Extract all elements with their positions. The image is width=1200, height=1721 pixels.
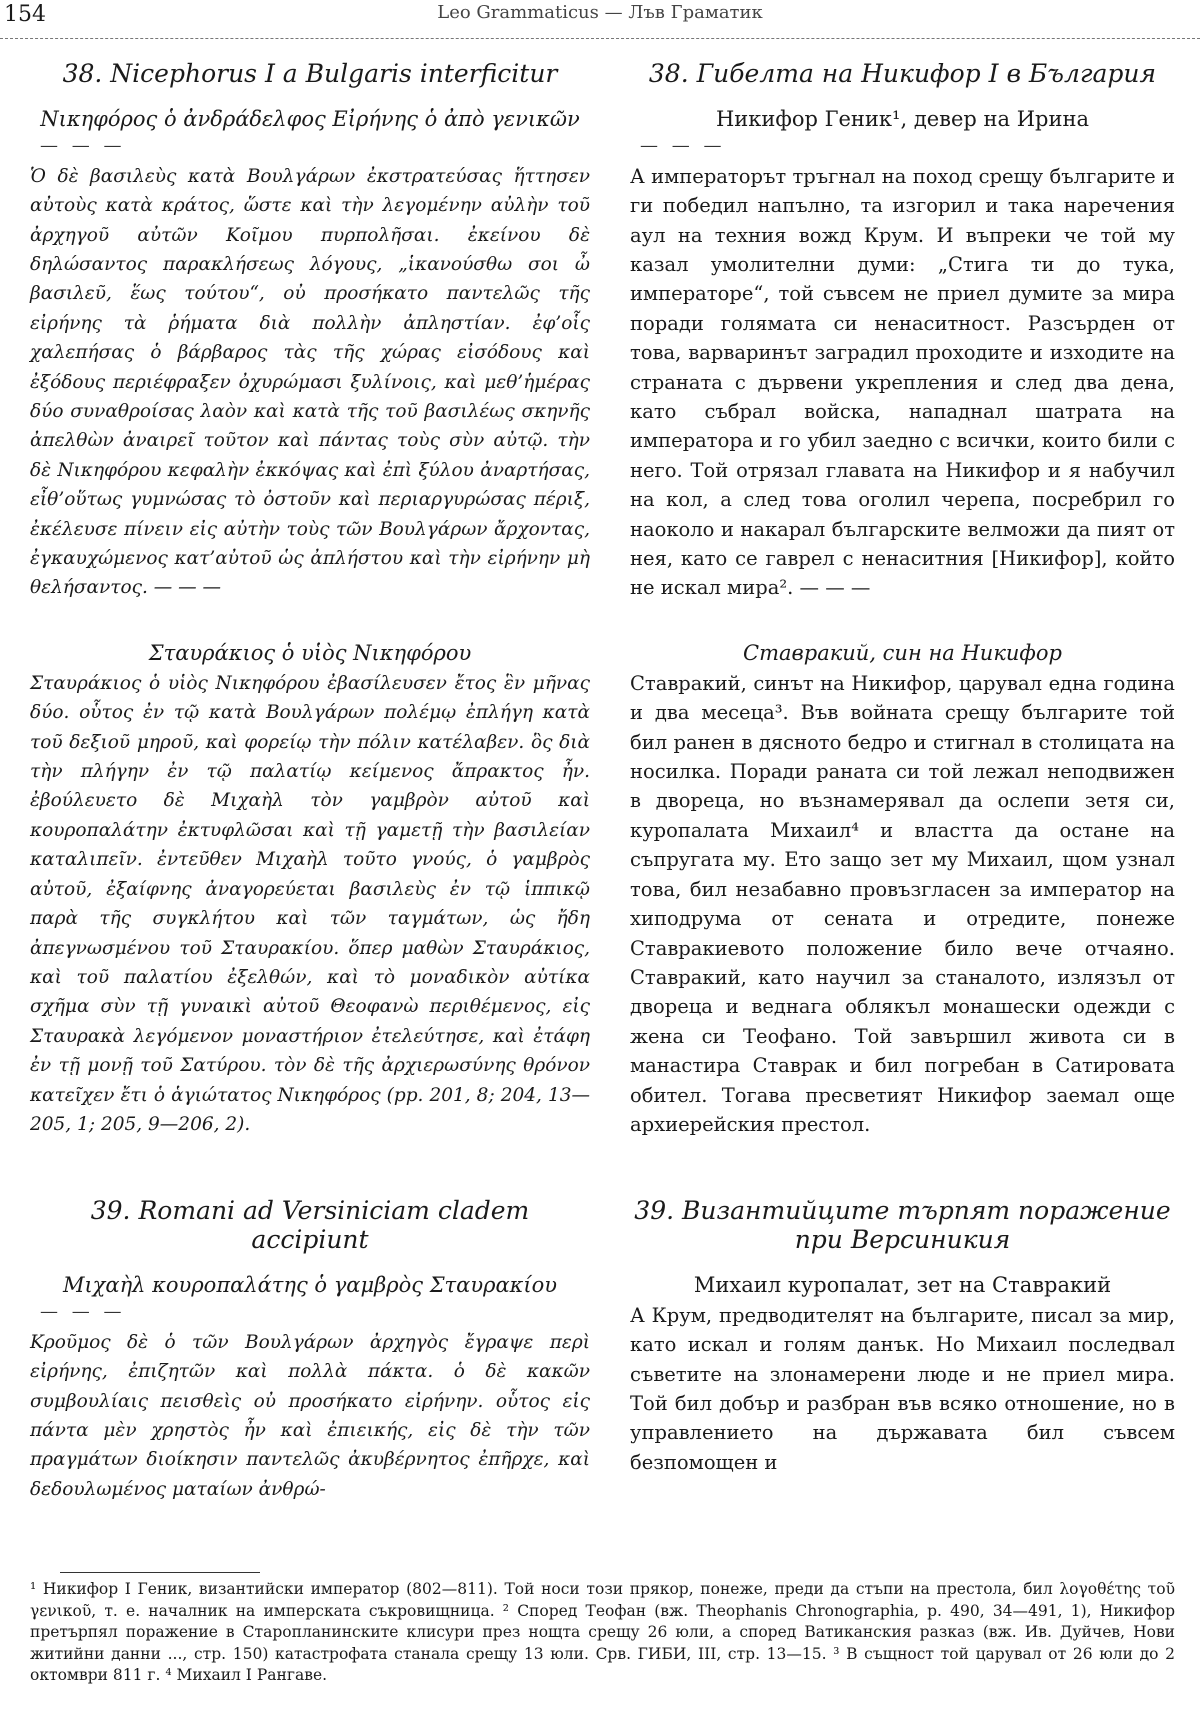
- section-39-subtitle-bulgarian: Михаил куропалат, зет на Ставракий: [693, 1272, 1112, 1297]
- section-38-title-bulgarian: 38. Гибелта на Никифор I в България: [648, 59, 1157, 88]
- running-title: Leo Grammaticus — Лъв Граматик: [437, 2, 763, 23]
- section-39-bulgarian-text: А Крум, предводителят на българите, писал за мир, като искал и голям данък. Но Михаил последвал съветите на злонамерени люде и не приел мира. Той бил добър и разбран във всяко отношение, но в управлението на държавата бил съвсем безпомощен и: [630, 1303, 1175, 1474]
- stavrakios-subtitle-bulgarian: Ставракий, син на Никифор: [743, 640, 1062, 665]
- section-39-subtitle-greek: Μιχαὴλ κουροπαλάτης ὁ γαμβρὸς Σταυρακίου: [62, 1272, 558, 1297]
- separator-dashes: — — —: [640, 134, 726, 156]
- stavrakios-bulgarian-text: Ставракий, синът на Никифор, царувал една година и два месеца³. Във войната срещу българите той бил ранен в дясното бедро и стигнал в столицата на носилка. Поради раната си той лежал неподвижен в двореца, но възнамерявал да ослепи зетя си, куропалата Михаил⁴ и властта да остане на съпругата му. Ето защо зет му Михаил, щом узнал това, бил незабавно провъзгласен за император на хиподрума от сената и отредите, понеже Ставракиевото положение било вече отчаяно. Ставракий, като научил за станалото, излязъл от двореца и веднага облякъл монашески одежди с жена си Теофано. Той завършил живота си в манастира Ставрак и бил погребан в Сатировата обител. Тогава пресветият Никифор заемал още архиерейския престол.: [630, 671, 1175, 1136]
- footnote-rule: [60, 1572, 260, 1573]
- section-39-title-bulgarian: 39. Византийците търпят поражение при Версиникия: [634, 1196, 1171, 1255]
- section-38-subtitle-greek: Νικηφόρος ὁ ἀνδράδελφος Εἰρήνης ὁ ἀπὸ γενικῶν: [40, 106, 580, 131]
- section-39-greek-text: Κροῦμος δὲ ὁ τῶν Βουλγάρων ἀρχηγὸς ἔγραψε περὶ εἰρήνης, ἐπιζητῶν καὶ πολλὰ πάκτα. ὁ δὲ κακῶν συμβουλίαις πεισθεὶς οὐ προσήκατο εἰρήνην. οὗτος εἰς πάντα μὲν χρηστὸς ἦν καὶ ἐπιεικής, εἰς δὲ τὴν τῶν πραγμάτων διοίκησιν παντελῶς ἀκυβέρνητος ἐπῆρχε, καὶ δεδουλωμένος ματαίων ἀνθρώ-: [30, 1331, 590, 1500]
- separator-dashes: — — —: [40, 1300, 126, 1322]
- stavrakios-subtitle-greek: Σταυράκιος ὁ υἱὸς Νικηφόρου: [148, 640, 472, 665]
- greek-column: [30, 50, 590, 1522]
- section-38-subtitle-bulgarian: Никифор Геник¹, девер на Ирина: [715, 106, 1090, 131]
- bulgarian-column: [630, 50, 1175, 1495]
- stavrakios-greek-text: Σταυράκιος ὁ υἱὸς Νικηφόρου ἐβασίλευσεν ἔτος ἓν μῆνας δύο. οὗτος ἐν τῷ κατὰ Βουλγάρων πολέμῳ ἐπλήγη κατὰ τοῦ δεξιοῦ μηροῦ, καὶ φορείῳ τὴν πόλιν κατέλαβεν. ὃς διὰ τὴν πλήγην ἐν τῷ παλατίῳ κείμενος ἄπρακτος ἦν. ἐβούλευετο δὲ Μιχαὴλ τὸν γαμβρὸν αὐτοῦ καὶ κουροπαλάτην ἐκτυφλῶσαι καὶ τῇ γαμετῇ τὴν βασιλείαν καταλιπεῖν. ἐντεῦθεν Μιχαὴλ τοῦτο γνούς, ὁ γαμβρὸς αὐτοῦ, ἐξαίφνης ἀναγορεύεται βασιλεὺς ἐν τῷ ἱππικῷ παρὰ τῆς συγκλήτου καὶ τῶν ταγμάτων, ὡς ἤδη ἀπεγνωσμένου τοῦ Σταυρακίου. ὅπερ μαθὼν Σταυράκιος, καὶ τοῦ παλατίου ἐξελθών, καὶ τὸ μοναδικὸν αὐτίκα σχῆμα σὺν τῇ γυναικὶ αὐτοῦ Θεοφανὼ περιθέμενος, εἰς Σταυρακὰ λεγόμενον μοναστήριον ἐτελεύτησε, καὶ ἐτάφη ἐν τῇ μονῇ τοῦ Σατύρου. τὸν δὲ τῆς ἀρχιερωσύνης θρόνον κατεῖχεν ἔτι ὁ ἁγιώτατος Νικηφόρος (pp. 201, 8; 204, 13—205, 1; 205, 9—206, 2).: [30, 672, 590, 1135]
- section-38-bulgarian-text: А императорът тръгнал на поход срещу българите и ги победил напълно, та изгорил и така наречения аул на техния вожд Крум. И въпреки че той му казал умолителни думи: „Стига ти до тука, императоре“, той съвсем не приел думите за мира поради голямата си ненаситност. Разсърден от това, варваринът заградил проходите и изходите на страната с дървени укрепления и след два дена, като събрал войска, нападнал шатрата на императора и го убил заедно с всички, които били с него. Той отрязал главата на Никифор и я набучил на кол, а след това оголил черепа, посребрил го наоколо и накарал българските велможи да пият от нея, като се гаврел с ненаситния [Никифор], който не искал мира². — — —: [630, 164, 1175, 600]
- running-header: [0, 0, 1200, 39]
- footnotes: [30, 1572, 1175, 1687]
- section-38-greek-text: Ὁ δὲ βασιλεὺς κατὰ Βουλγάρων ἐκστρατεύσας ἥττησεν αὐτοὺς κατὰ κράτος, ὥστε καὶ τὴν λεγομένην αὐλὴν τοῦ ἀρχηγοῦ αὐτῶν Κοῖμου πυρπολῆσαι. ἐκείνου δὲ δηλώσαντος παρακλήσεως λόγους, „ἱκανούσθω σοι ὦ βασιλεῦ, ἕως τούτου“, οὐ προσήκατο παντελῶς τῆς εἰρήνης τὰ ῥήματα διὰ πολλὴν ἀπληστίαν. ἐφ’οἷς χαλεπήσας ὁ βάρβαρος τὰς τῆς χώρας εἰσόδους καὶ ἐξόδους περιέφραξεν ὀχυρώμασι ξυλίνοις, καὶ μεθ’ἡμέρας δύο συναθροίσας λαὸν καὶ κατὰ τῆς τοῦ βασιλέως σκηνῆς ἀπελθὼν ἀναιρεῖ τοῦτον καὶ πάντας τοὺς σὺν αὐτῷ. τὴν δὲ Νικηφόρου κεφαλὴν ἐκκόψας καὶ ἐπὶ ξύλου ἀναρτήσας, εἶθ’οὕτως γυμνώσας τὸ ὀστοῦν καὶ περιαργυρώσας πέριξ, ἐκέλευσε πίνειν εἰς αὐτὴν τοὺς τῶν Βουλγάρων ἄρχοντας, ἐγκαυχώμενος κατ’αὐτοῦ ὡς ἀπλήστου καὶ τὴν εἰρήνην μὴ θελήσαντος. — — —: [30, 165, 590, 599]
- section-38-title-latin: 38. Nicephorus I a Bulgaris interficitur: [62, 59, 558, 88]
- separator-dashes: — — —: [40, 134, 126, 156]
- page-number: 154: [4, 2, 46, 27]
- footnote-text: ¹ Никифор I Геник, византийски император (802—811). Той носи този прякор, понеже, преди да стъпи на престола, бил λογοθέτης τοῦ γενικοῦ, т. е. началник на имперската съкровищница. ² Според Теофан (вж. Theophanis Chronographia, p. 490, 34—491, 1), Никифор претърпял поражение в Старопланинските клисури през нощта срещу 26 юли, а според Ватиканския разказ (вж. Ив. Дуйчев, Нови житийни данни ..., стр. 150) катастрофата станала срещу 13 юли. Срв. ГИБИ, III, стр. 13—15. ³ В същност той царувал от 26 юли до 2 октомври 811 г. ⁴ Михаил I Рангаве.: [30, 1580, 1175, 1684]
- section-39-title-latin: 39. Romani ad Versiniciam cladem accipiunt: [90, 1196, 530, 1255]
